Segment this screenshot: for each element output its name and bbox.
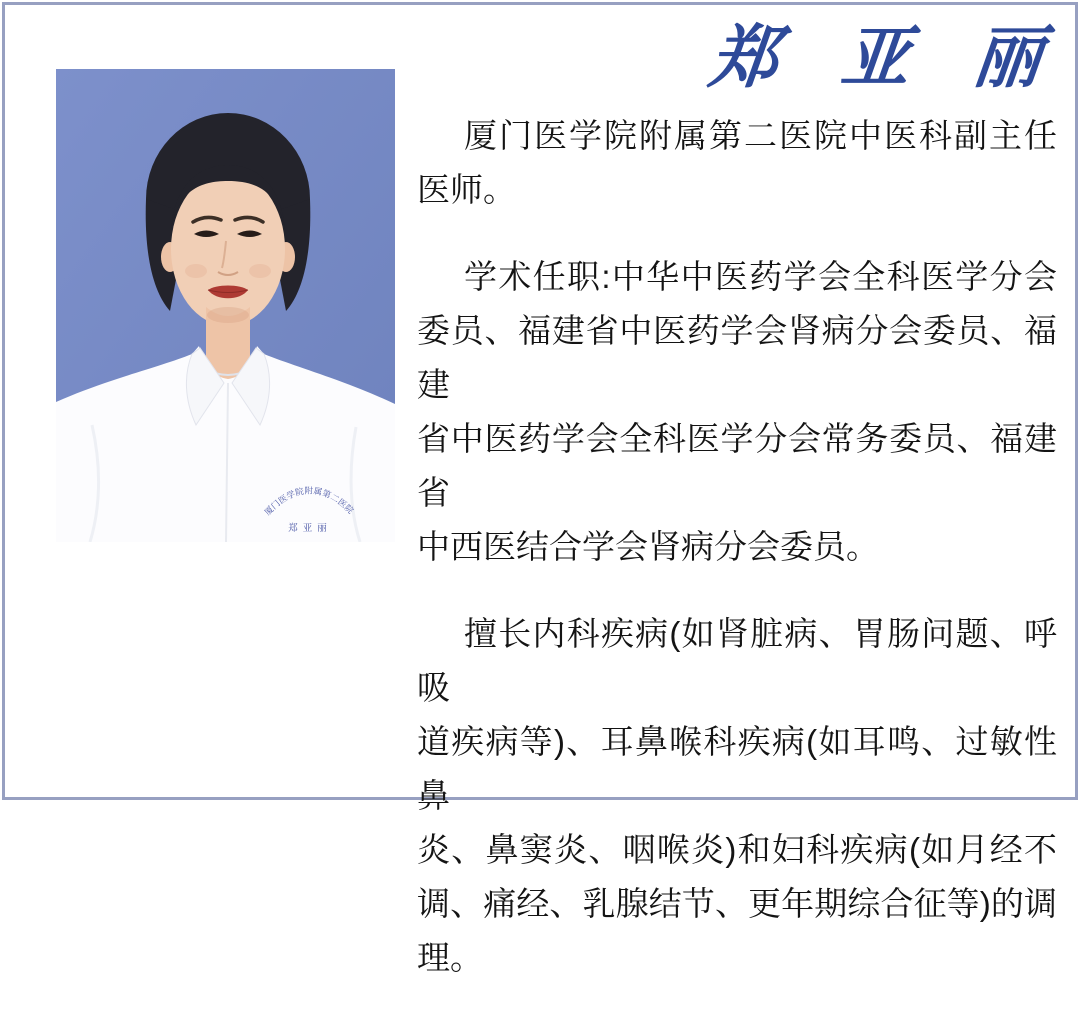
bio-line: 炎、鼻窦炎、咽喉炎)和妇科疾病(如月经不 xyxy=(417,831,1057,868)
bio-line: 调、痛经、乳腺结节、更年期综合征等)的调理。 xyxy=(417,885,1057,976)
bio-line: 厦门医学院附属第二医院中医科副主任 xyxy=(464,117,1057,154)
bio-line: 擅长内科疾病(如肾脏病、胃肠问题、呼吸 xyxy=(417,615,1057,706)
doctor-name-calligraphy: 郑 亚 丽 xyxy=(705,18,1066,98)
bio-line: 省中医药学会全科医学分会常务委员、福建省 xyxy=(417,420,1057,511)
coat-hospital-embroidery-text: 厦门医学院附属第二医院 xyxy=(262,485,356,518)
profile-card-frame xyxy=(2,2,1078,976)
bio-text xyxy=(417,109,1057,1018)
coat-name-embroidery-text: 郑亚丽 xyxy=(288,523,332,534)
bio-line: 道疾病等)、耳鼻喉科疾病(如耳鸣、过敏性鼻 xyxy=(417,723,1057,814)
bio-line: 医师。 xyxy=(417,171,516,208)
portrait-illustration xyxy=(56,69,395,542)
bio-line: 中西医结合学会肾病分会委员。 xyxy=(417,528,879,565)
bio-line: 委员、福建省中医药学会肾病分会委员、福建 xyxy=(417,312,1057,403)
doctor-photo xyxy=(56,69,395,542)
bio-line: 学术任职:中华中医药学会全科医学分会 xyxy=(464,258,1057,295)
face xyxy=(171,165,285,326)
